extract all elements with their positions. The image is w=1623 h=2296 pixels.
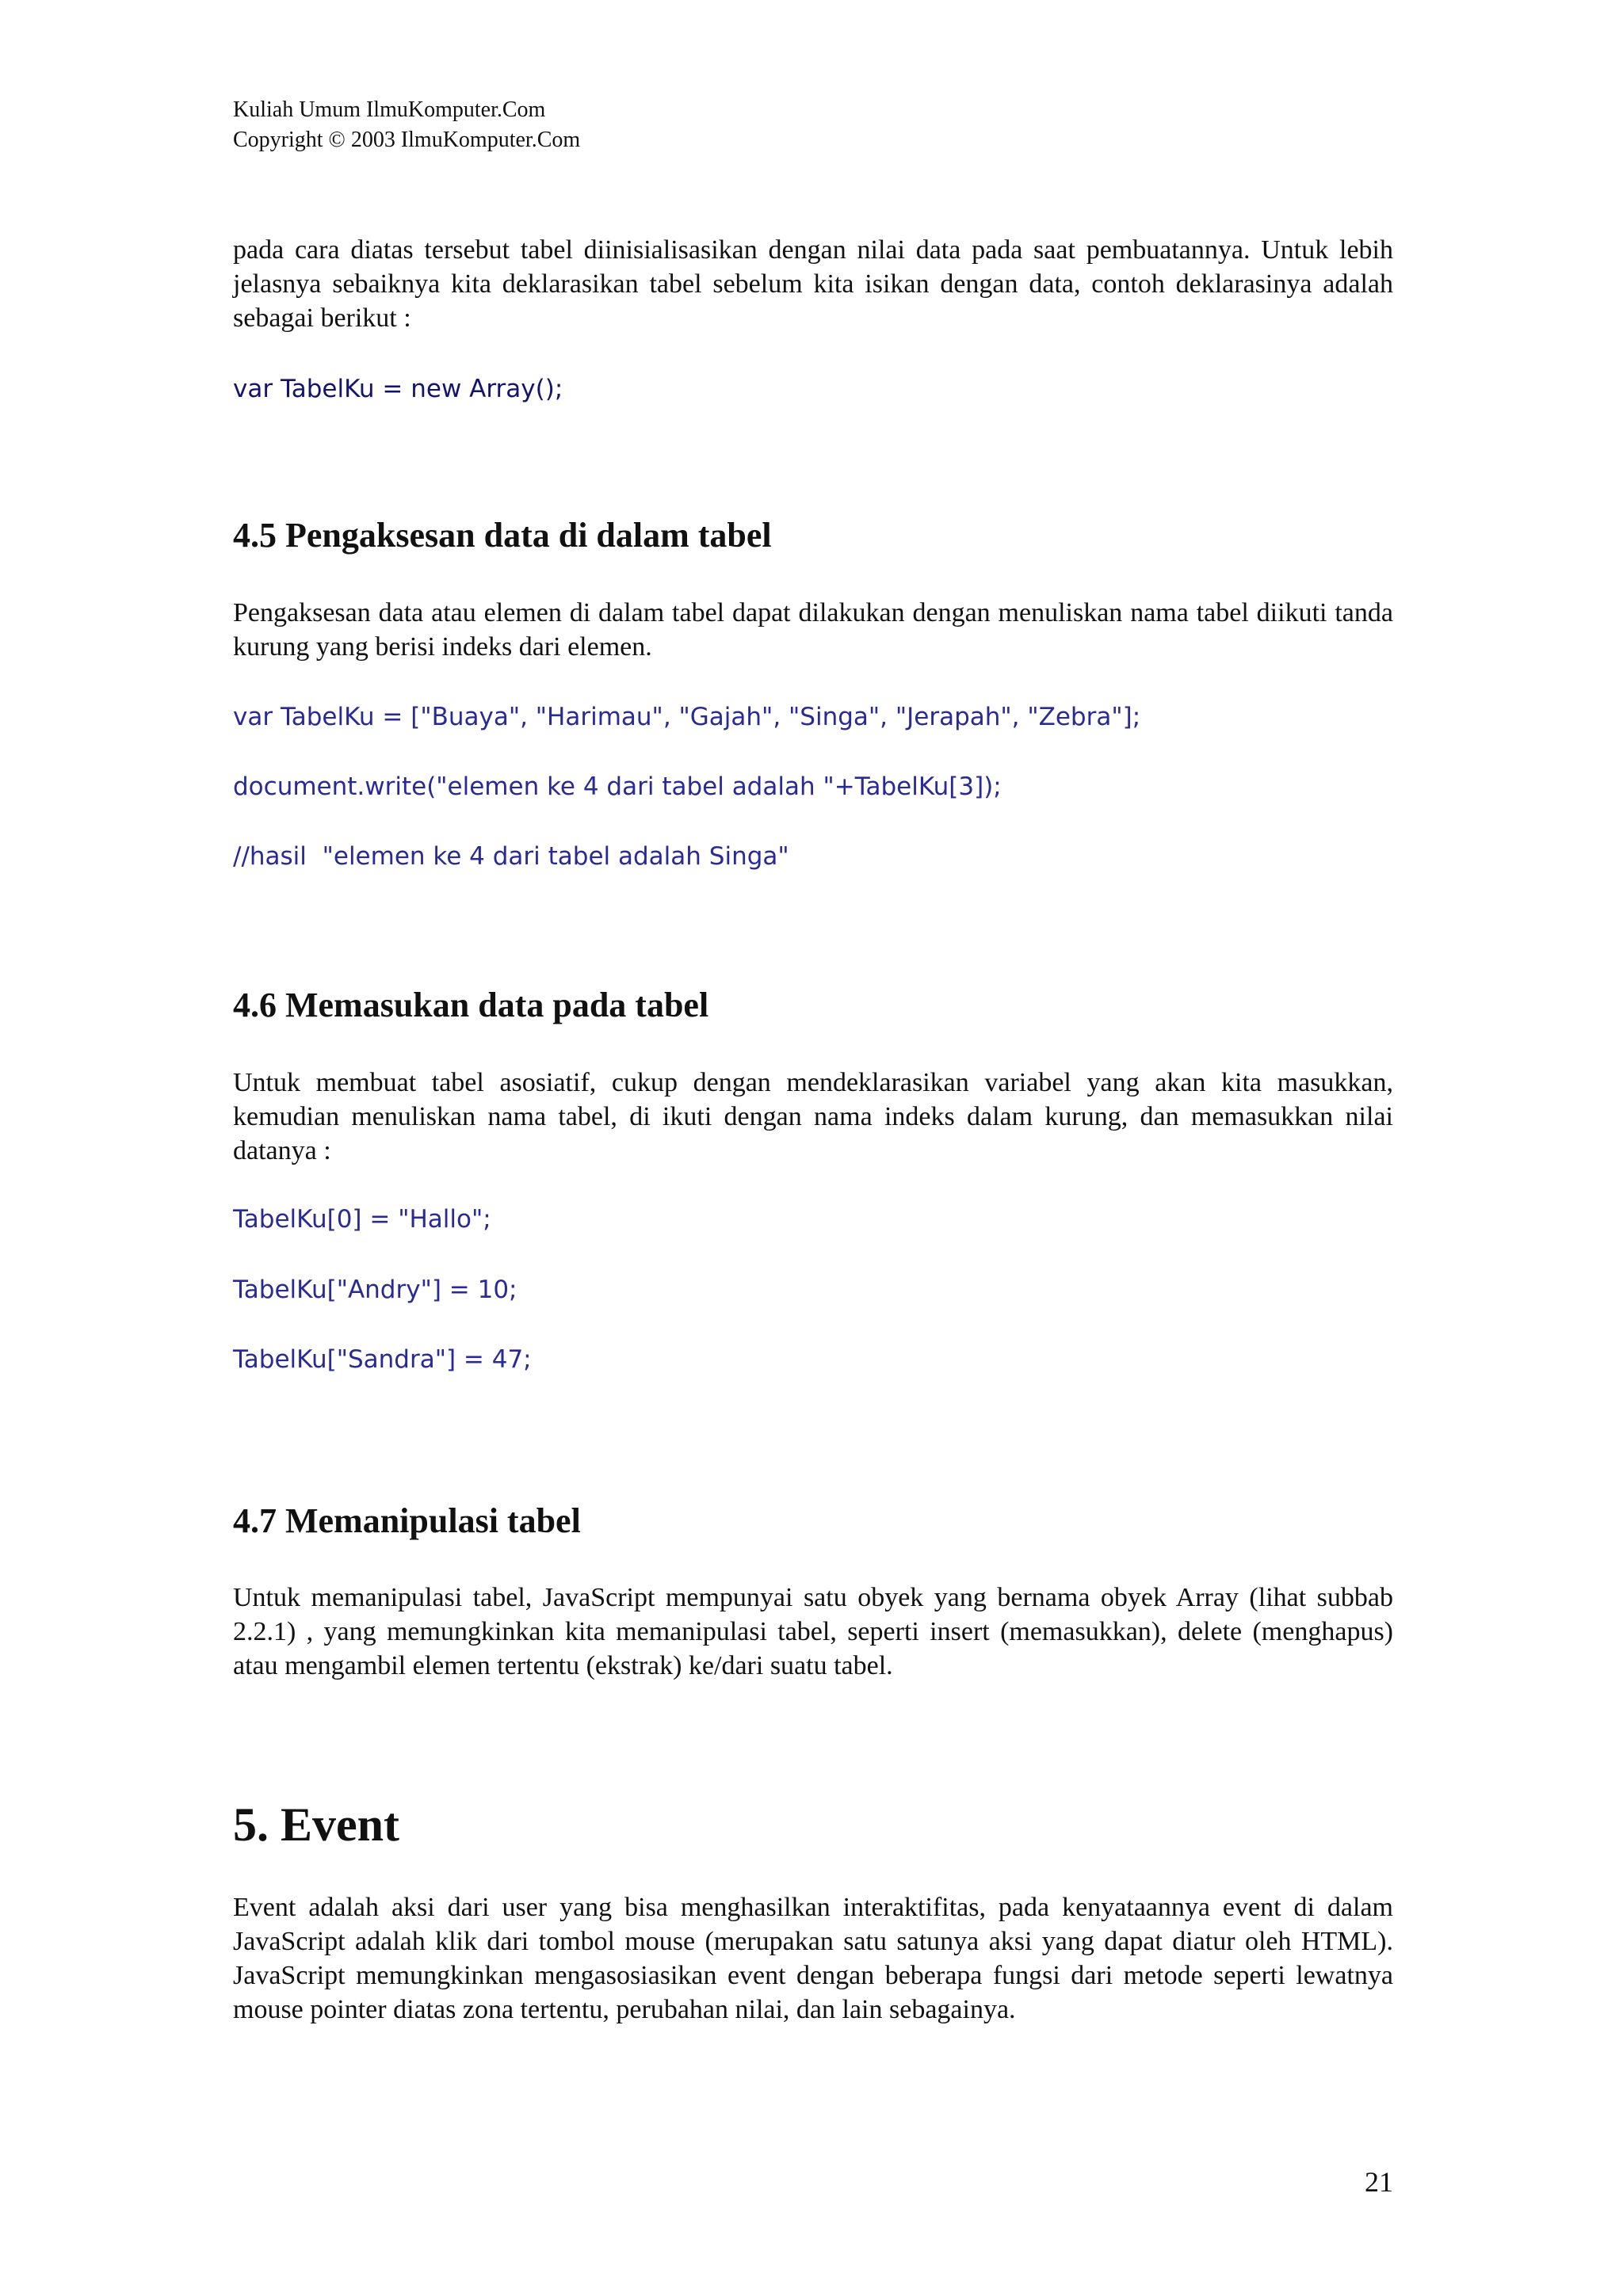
chapter-5-body <box>233 1890 1393 2027</box>
header-line-course: Kuliah Umum IlmuKomputer.Com <box>233 97 546 122</box>
section-paragraph: Pengaksesan data atau elemen di dalam tabel dapat dilakukan dengan menuliskan nama tabel diikuti tanda kurung yang berisi indeks dari elemen. <box>233 598 1393 662</box>
section-4-6-code-3 <box>233 1343 1393 1377</box>
section-4-6 <box>233 985 1393 1026</box>
intro-paragraph: pada cara diatas tersebut tabel diinisialisasikan dengan nilai data pada saat pembuatannya. Untuk lebih jelasnya sebaiknya kita deklarasikan tabel sebelum kita isikan dengan data, contoh deklarasinya adalah sebagai berikut : <box>233 235 1393 333</box>
chapter-5 <box>233 1797 1393 1852</box>
section-heading: 4.7 Memanipulasi tabel <box>233 1501 581 1540</box>
intro-block <box>233 233 1393 335</box>
section-4-5 <box>233 515 1393 556</box>
section-4-5-code-3 <box>233 840 1393 874</box>
code-line: TabelKu[0] = "Hallo"; <box>233 1205 491 1234</box>
header-line-copyright: Copyright © 2003 IlmuKomputer.Com <box>233 128 581 152</box>
section-4-7 <box>233 1501 1393 1542</box>
intro-code-block <box>233 372 1393 406</box>
section-paragraph: Untuk memanipulasi tabel, JavaScript mempunyai satu obyek yang bernama obyek Array (lihat subbab 2.2.1) , yang memungkinkan kita memanipulasi tabel, seperti insert (memasukkan), delete (menghapus) atau mengambil elemen tertentu (ekstrak) ke/dari suatu tabel. <box>233 1583 1393 1680</box>
section-paragraph: Untuk membuat tabel asosiatif, cukup dengan mendeklarasikan variabel yang akan kita masukkan, kemudian menuliskan nama tabel, di ikuti dengan nama indeks dalam kurung, dan memasukkan nilai datanya : <box>233 1068 1393 1165</box>
page-header <box>233 95 580 155</box>
code-line: var TabelKu = new Array(); <box>233 375 563 403</box>
section-4-6-code-1 <box>233 1203 1393 1237</box>
section-heading: 4.5 Pengaksesan data di dalam tabel <box>233 516 772 555</box>
page-number: 21 <box>1365 2166 1393 2198</box>
code-line: TabelKu["Sandra"] = 47; <box>233 1345 532 1374</box>
section-4-5-body <box>233 596 1393 664</box>
chapter-heading: 5. Event <box>233 1798 399 1851</box>
section-4-6-code-2 <box>233 1273 1393 1307</box>
section-4-6-body <box>233 1066 1393 1168</box>
chapter-paragraph: Event adalah aksi dari user yang bisa menghasilkan interaktifitas, pada kenyataannya event di dalam JavaScript adalah klik dari tombol mouse (merupakan satu satunya aksi yang dapat diatur oleh HTML). JavaScript memungkinkan mengasosiasikan event dengan beberapa fungsi dari metode seperti lewatnya mouse pointer diatas zona tertentu, perubahan nilai, dan lain sebagainya. <box>233 1893 1393 2024</box>
code-line: document.write("elemen ke 4 dari tabel adalah "+TabelKu[3]); <box>233 772 1002 801</box>
section-4-5-code <box>233 700 1393 734</box>
section-heading: 4.6 Memasukan data pada tabel <box>233 986 709 1024</box>
code-line: var TabelKu = ["Buaya", "Harimau", "Gajah", "Singa", "Jerapah", "Zebra"]; <box>233 703 1141 731</box>
section-4-7-body <box>233 1581 1393 1683</box>
code-comment: //hasil "elemen ke 4 dari tabel adalah Singa" <box>233 842 789 871</box>
code-line: TabelKu["Andry"] = 10; <box>233 1276 517 1304</box>
section-4-5-code-2 <box>233 770 1393 804</box>
